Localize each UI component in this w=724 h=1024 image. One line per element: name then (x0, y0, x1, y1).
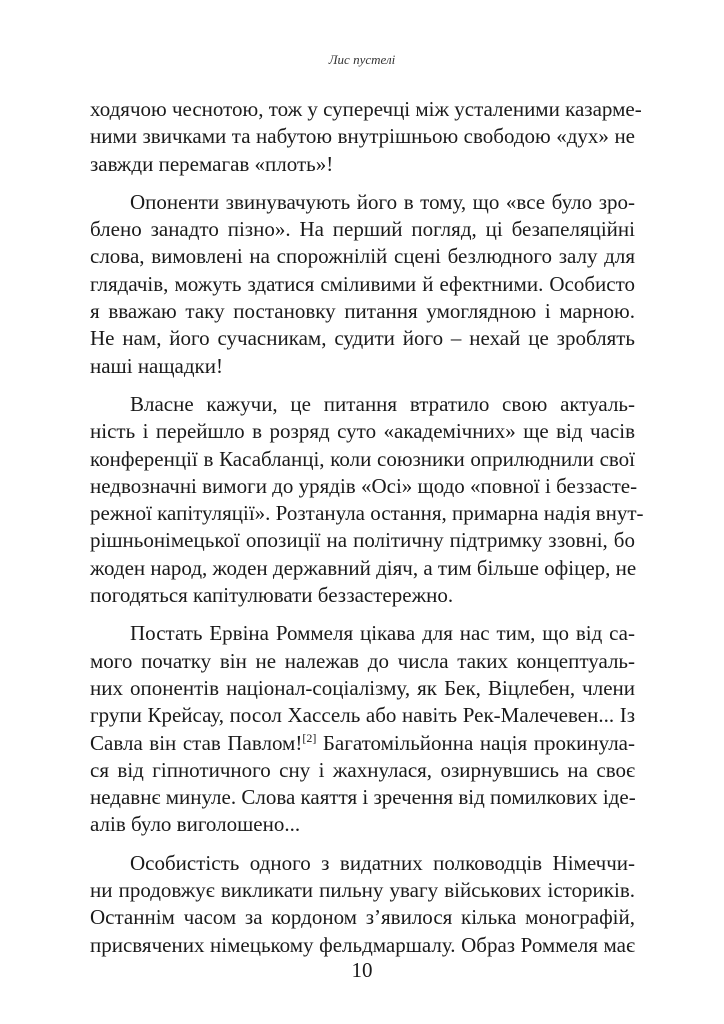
text-line: ність і перейшло в розряд суто «академічних» ще від часів (90, 419, 635, 444)
text-line: ходячою чеснотою, тож у суперечці між усталеними казарме- (90, 97, 642, 121)
text-line: глядачів, можуть здатися сміливими й ефектними. Особисто (90, 271, 635, 296)
text-line: Власне кажучи, це питання втратило свою актуаль- (130, 391, 635, 416)
text-line: слова, вимовлені на спорожнілій сцені безлюдного залу для (90, 244, 635, 269)
text-line: Опоненти звинувачують його в тому, що «все було зро- (130, 189, 635, 214)
paragraph (90, 391, 644, 609)
text-line: жоден народ, жоден державний діяч, а тим більше офіцер, не (90, 555, 637, 580)
text-line: Не нам, його сучасникам, судити його – нехай це зроблять (90, 326, 635, 351)
text-line: Постать Ервіна Роммеля цікава для нас тим, що від са- (130, 621, 635, 646)
paragraph (90, 96, 642, 178)
text-line: блено занадто пізно». На перший погляд, ці безапеляційні (90, 217, 635, 242)
text-line: присвячених німецькому фельдмаршалу. Образ Роммеля має (90, 932, 635, 957)
body-text (90, 96, 644, 959)
text-line: Особистість одного з видатних полководців Німеччи- (130, 850, 635, 875)
paragraph (90, 189, 635, 380)
text-line: ся від гіпнотичного сну і жахнулася, озирнувшись на своє (90, 757, 635, 782)
text-line: завжди перемагав «плоть»! (90, 151, 334, 176)
page-number: 10 (351, 958, 373, 982)
paragraph (90, 620, 635, 838)
text-line: недавнє минуле. Слова каяття і зречення від помилкових іде- (90, 785, 636, 810)
text-line: алів було виголошено... (90, 812, 301, 837)
paragraph (90, 850, 635, 959)
text-line: ни продовжує викликати пильну увагу військових істориків. (90, 878, 635, 903)
text-line: конференції в Касабланці, коли союзники оприлюднили свої (90, 446, 635, 471)
text-line: погодяться капітулювати беззастережно. (90, 583, 454, 608)
text-line: наші нащадки! (90, 353, 223, 378)
text-line-with-footnote (90, 730, 635, 757)
text-line: рішньонімецької опозиції на політичну підтримку ззовні, бо (90, 528, 635, 553)
text-segment: Багатомільйонна нація прокинула- (316, 730, 635, 755)
text-line: ними звичками та набутою внутрішньою свободою «дух» не (90, 124, 635, 149)
footnote-reference[interactable]: [2] (302, 730, 317, 745)
text-segment: Савла він став Павлом! (90, 730, 303, 755)
text-line: них опонентів націонал-соціалізму, як Бек, Віцлебен, члени (90, 675, 635, 700)
text-line: Останнім часом за кордоном з’явилося кілька монографій, (90, 905, 635, 930)
running-head: Лис пустелі (328, 52, 396, 67)
text-line: групи Крейсау, посол Хассель або навіть Рек-Малечевен... Із (90, 703, 635, 728)
text-line: мого початку він не належав до числа таких концептуаль- (90, 648, 635, 673)
text-line: недвозначні вимоги до урядів «Осі» щодо «повної і беззасте- (90, 473, 638, 498)
text-line: я вважаю таку постановку питання умоглядною і марною. (90, 299, 635, 324)
text-line: режної капітуляції». Розтанула остання, примарна надія внут- (90, 501, 644, 526)
